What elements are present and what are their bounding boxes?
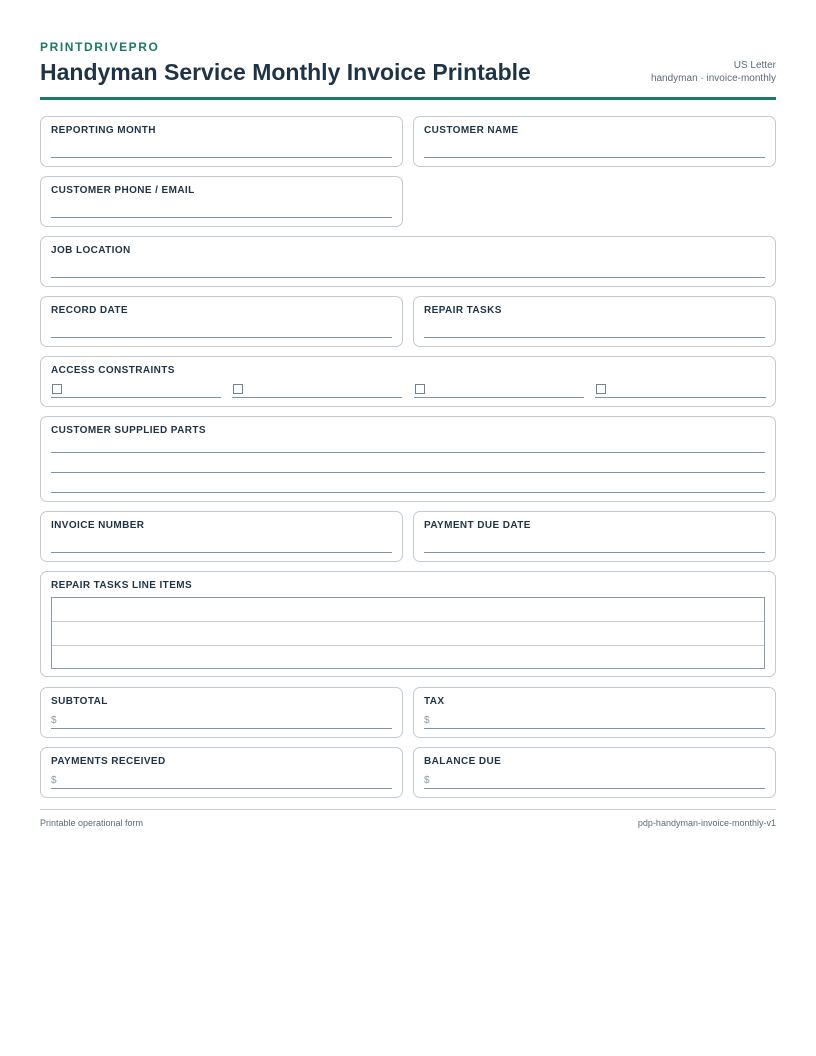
record-date-label: RECORD DATE	[51, 305, 128, 316]
reporting-month-label: REPORTING MONTH	[51, 125, 156, 136]
subtotal-currency-symbol: $	[51, 715, 57, 726]
access-constraint-checkbox-3[interactable]	[415, 384, 425, 394]
payment-due-date-field	[413, 511, 776, 562]
payments-received-currency-symbol: $	[51, 775, 57, 786]
form-id: pdp-handyman-invoice-monthly-v1	[637, 818, 776, 828]
record-date-field	[40, 296, 403, 347]
line-items-table	[51, 597, 765, 669]
brand-logo: PRINTDRIVEPRO	[40, 40, 160, 54]
payment-due-date-label: PAYMENT DUE DATE	[424, 520, 531, 531]
customer-contact-label: CUSTOMER PHONE / EMAIL	[51, 185, 195, 196]
job-location-input[interactable]	[51, 277, 765, 278]
access-constraint-checkbox-4[interactable]	[596, 384, 606, 394]
header-rule	[40, 97, 776, 100]
page-meta	[651, 59, 776, 85]
table-row[interactable]	[52, 622, 764, 646]
table-row[interactable]	[52, 598, 764, 622]
balance-due-input[interactable]	[424, 788, 765, 789]
tax-input[interactable]	[424, 728, 765, 729]
access-constraints-field	[40, 356, 776, 407]
reporting-month-input[interactable]	[51, 157, 392, 158]
tax-currency-symbol: $	[424, 715, 430, 726]
repair-tasks-field	[413, 296, 776, 347]
tax-label: TAX	[424, 696, 445, 707]
payments-received-label: PAYMENTS RECEIVED	[51, 756, 166, 767]
line-items-field	[40, 571, 776, 677]
subtotal-input[interactable]	[51, 728, 392, 729]
access-constraint-line-1[interactable]	[51, 397, 221, 398]
payment-due-date-input[interactable]	[424, 552, 765, 553]
job-location-label: JOB LOCATION	[51, 245, 131, 256]
payments-received-input[interactable]	[51, 788, 392, 789]
customer-name-label: CUSTOMER NAME	[424, 125, 519, 136]
customer-supplied-parts-field	[40, 416, 776, 502]
customer-name-input[interactable]	[424, 157, 765, 158]
access-constraint-line-4[interactable]	[595, 397, 766, 398]
table-row[interactable]	[52, 646, 764, 670]
footer-rule	[40, 809, 776, 810]
customer-supplied-parts-line-3[interactable]	[51, 492, 765, 493]
job-location-field	[40, 236, 776, 287]
invoice-number-input[interactable]	[51, 552, 392, 553]
access-constraints-label: ACCESS CONSTRAINTS	[51, 365, 175, 376]
payments-received-field	[40, 747, 403, 798]
access-constraint-line-2[interactable]	[232, 397, 402, 398]
repair-tasks-input[interactable]	[424, 337, 765, 338]
balance-due-label: BALANCE DUE	[424, 756, 502, 767]
balance-due-field	[413, 747, 776, 798]
invoice-number-field	[40, 511, 403, 562]
customer-contact-field	[40, 176, 403, 227]
subtotal-field	[40, 687, 403, 738]
balance-due-currency-symbol: $	[424, 775, 430, 786]
page-title: Handyman Service Monthly Invoice Printable	[40, 59, 531, 85]
customer-supplied-parts-line-1[interactable]	[51, 452, 765, 453]
repair-tasks-label: REPAIR TASKS	[424, 305, 502, 316]
reporting-month-field	[40, 116, 403, 167]
invoice-number-label: INVOICE NUMBER	[51, 520, 145, 531]
tax-field	[413, 687, 776, 738]
paper-size: US Letter	[733, 60, 776, 71]
record-date-input[interactable]	[51, 337, 392, 338]
customer-name-field	[413, 116, 776, 167]
footer-note: Printable operational form	[40, 818, 144, 828]
access-constraint-checkbox-2[interactable]	[233, 384, 243, 394]
customer-contact-input[interactable]	[51, 217, 392, 218]
form-tags: handyman · invoice-monthly	[650, 73, 776, 84]
customer-supplied-parts-line-2[interactable]	[51, 472, 765, 473]
customer-supplied-parts-label: CUSTOMER SUPPLIED PARTS	[51, 425, 206, 436]
subtotal-label: SUBTOTAL	[51, 696, 108, 707]
access-constraint-checkbox-1[interactable]	[52, 384, 62, 394]
access-constraint-line-3[interactable]	[414, 397, 584, 398]
line-items-label: REPAIR TASKS LINE ITEMS	[51, 580, 193, 591]
